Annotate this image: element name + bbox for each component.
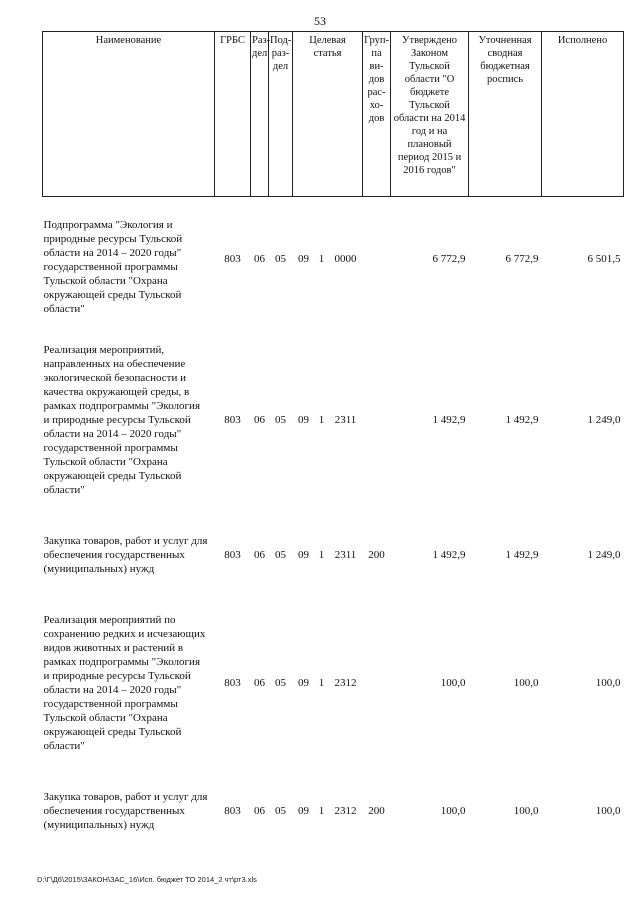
row-grbs: 803	[224, 548, 241, 561]
row-podrazdel: 05	[275, 804, 286, 817]
header-executed: Исполнено	[542, 32, 624, 197]
row-approved: 6 772,9	[432, 252, 466, 265]
row-podrazdel: 05	[275, 413, 286, 426]
row-grbs: 803	[224, 676, 241, 689]
row-grbs: 803	[224, 804, 241, 817]
table-header-row	[43, 32, 624, 197]
row-cs-subprogram: 1	[318, 804, 325, 817]
row-cs-subprogram: 1	[318, 676, 325, 689]
row-cs-program: 09	[298, 804, 309, 817]
header-refined: Уточненная сводная бюджетная роспись	[469, 32, 542, 197]
row-approved: 100,0	[440, 676, 466, 689]
row-executed: 100,0	[595, 676, 621, 689]
row-refined: 100,0	[513, 676, 539, 689]
row-cs-code: 2312	[334, 676, 357, 689]
row-podrazdel: 05	[275, 676, 286, 689]
row-vid	[363, 321, 391, 519]
row-razdel: 06	[254, 548, 265, 561]
row-name: Реализация мероприятий по сохранению редких и исчезающих видов животных и растений в рамках подпрограммы "Экология и природные ресурсы Тульской области на 2014 – 2020 годы" государственной программы Тульской области "Охрана окружающей среды Тульской области"	[43, 613, 206, 752]
row-vid	[363, 591, 391, 775]
row-grbs: 803	[224, 413, 241, 426]
row-cs-program: 09	[298, 413, 309, 426]
header-razdel: Раз-дел	[251, 32, 269, 197]
row-name: Реализация мероприятий, направленных на обеспечение экологической безопасности и качества окружающей среды, в рамках подпрограммы "Экология и природные ресурсы Тульской области на 2014 – 2020 годы" государственной программы Тульской области "Охрана окружающей среды Тульской области"	[43, 343, 201, 496]
row-cs-subprogram: 1	[318, 252, 325, 265]
row-executed: 1 249,0	[587, 548, 621, 561]
row-cs-program: 09	[298, 252, 309, 265]
row-name: Закупка товаров, работ и услуг для обеспечения государственных (муниципальных) нужд	[43, 534, 208, 575]
row-grbs: 803	[224, 252, 241, 265]
row-cs-program: 09	[298, 676, 309, 689]
row-refined: 1 492,9	[505, 413, 539, 426]
table-row	[43, 321, 624, 519]
row-approved: 1 492,9	[432, 548, 466, 561]
table-row	[43, 197, 624, 321]
header-grbs: ГРБС	[215, 32, 251, 197]
header-approved: Утверждено Законом Тульской области "О бюджете Тульской области на 2014 год и на плановый период 2015 и 2016 годов"	[391, 32, 469, 197]
row-executed: 100,0	[595, 804, 621, 817]
row-name: Закупка товаров, работ и услуг для обеспечения государственных (муниципальных) нужд	[43, 790, 208, 831]
row-podrazdel: 05	[275, 548, 286, 561]
row-cs-code: 2312	[334, 804, 357, 817]
page-number: 53	[314, 14, 326, 28]
row-approved: 1 492,9	[432, 413, 466, 426]
table-row	[43, 591, 624, 775]
header-name: Наименование	[43, 32, 215, 197]
row-refined: 6 772,9	[505, 252, 539, 265]
row-cs-program: 09	[298, 548, 309, 561]
row-cs-code: 2311	[334, 548, 357, 561]
row-approved: 100,0	[440, 804, 466, 817]
row-razdel: 06	[254, 252, 265, 265]
row-vid: 200	[368, 804, 385, 817]
row-cs-code: 0000	[334, 252, 357, 265]
row-cs-subprogram: 1	[318, 413, 325, 426]
table-row	[43, 775, 624, 847]
header-expense-group: Груп-па ви-дов рас-хо-дов	[363, 32, 391, 197]
row-cs-code: 2311	[334, 413, 357, 426]
header-podrazdel: Под-раз-дел	[269, 32, 293, 197]
row-refined: 100,0	[513, 804, 539, 817]
row-podrazdel: 05	[275, 252, 286, 265]
row-razdel: 06	[254, 413, 265, 426]
row-cs-subprogram: 1	[318, 548, 325, 561]
row-razdel: 06	[254, 804, 265, 817]
footer-file-path: D:\Г\Д6\2015\ЗАКОН\ЗАС_16\Исп. бюджет ТО 2014_2 чт\рт3.xls	[37, 875, 257, 884]
row-refined: 1 492,9	[505, 548, 539, 561]
row-executed: 6 501,5	[587, 252, 621, 265]
row-razdel: 06	[254, 676, 265, 689]
budget-table	[42, 31, 624, 847]
row-vid: 200	[368, 548, 385, 561]
table-row	[43, 519, 624, 591]
row-executed: 1 249,0	[587, 413, 621, 426]
row-vid	[363, 197, 391, 321]
header-target-article: Целевая статья	[293, 32, 363, 197]
row-name: Подпрограмма "Экология и природные ресурсы Тульской области на 2014 – 2020 годы" государственной программы Тульской области "Охрана окружающей среды Тульской области"	[43, 218, 183, 315]
